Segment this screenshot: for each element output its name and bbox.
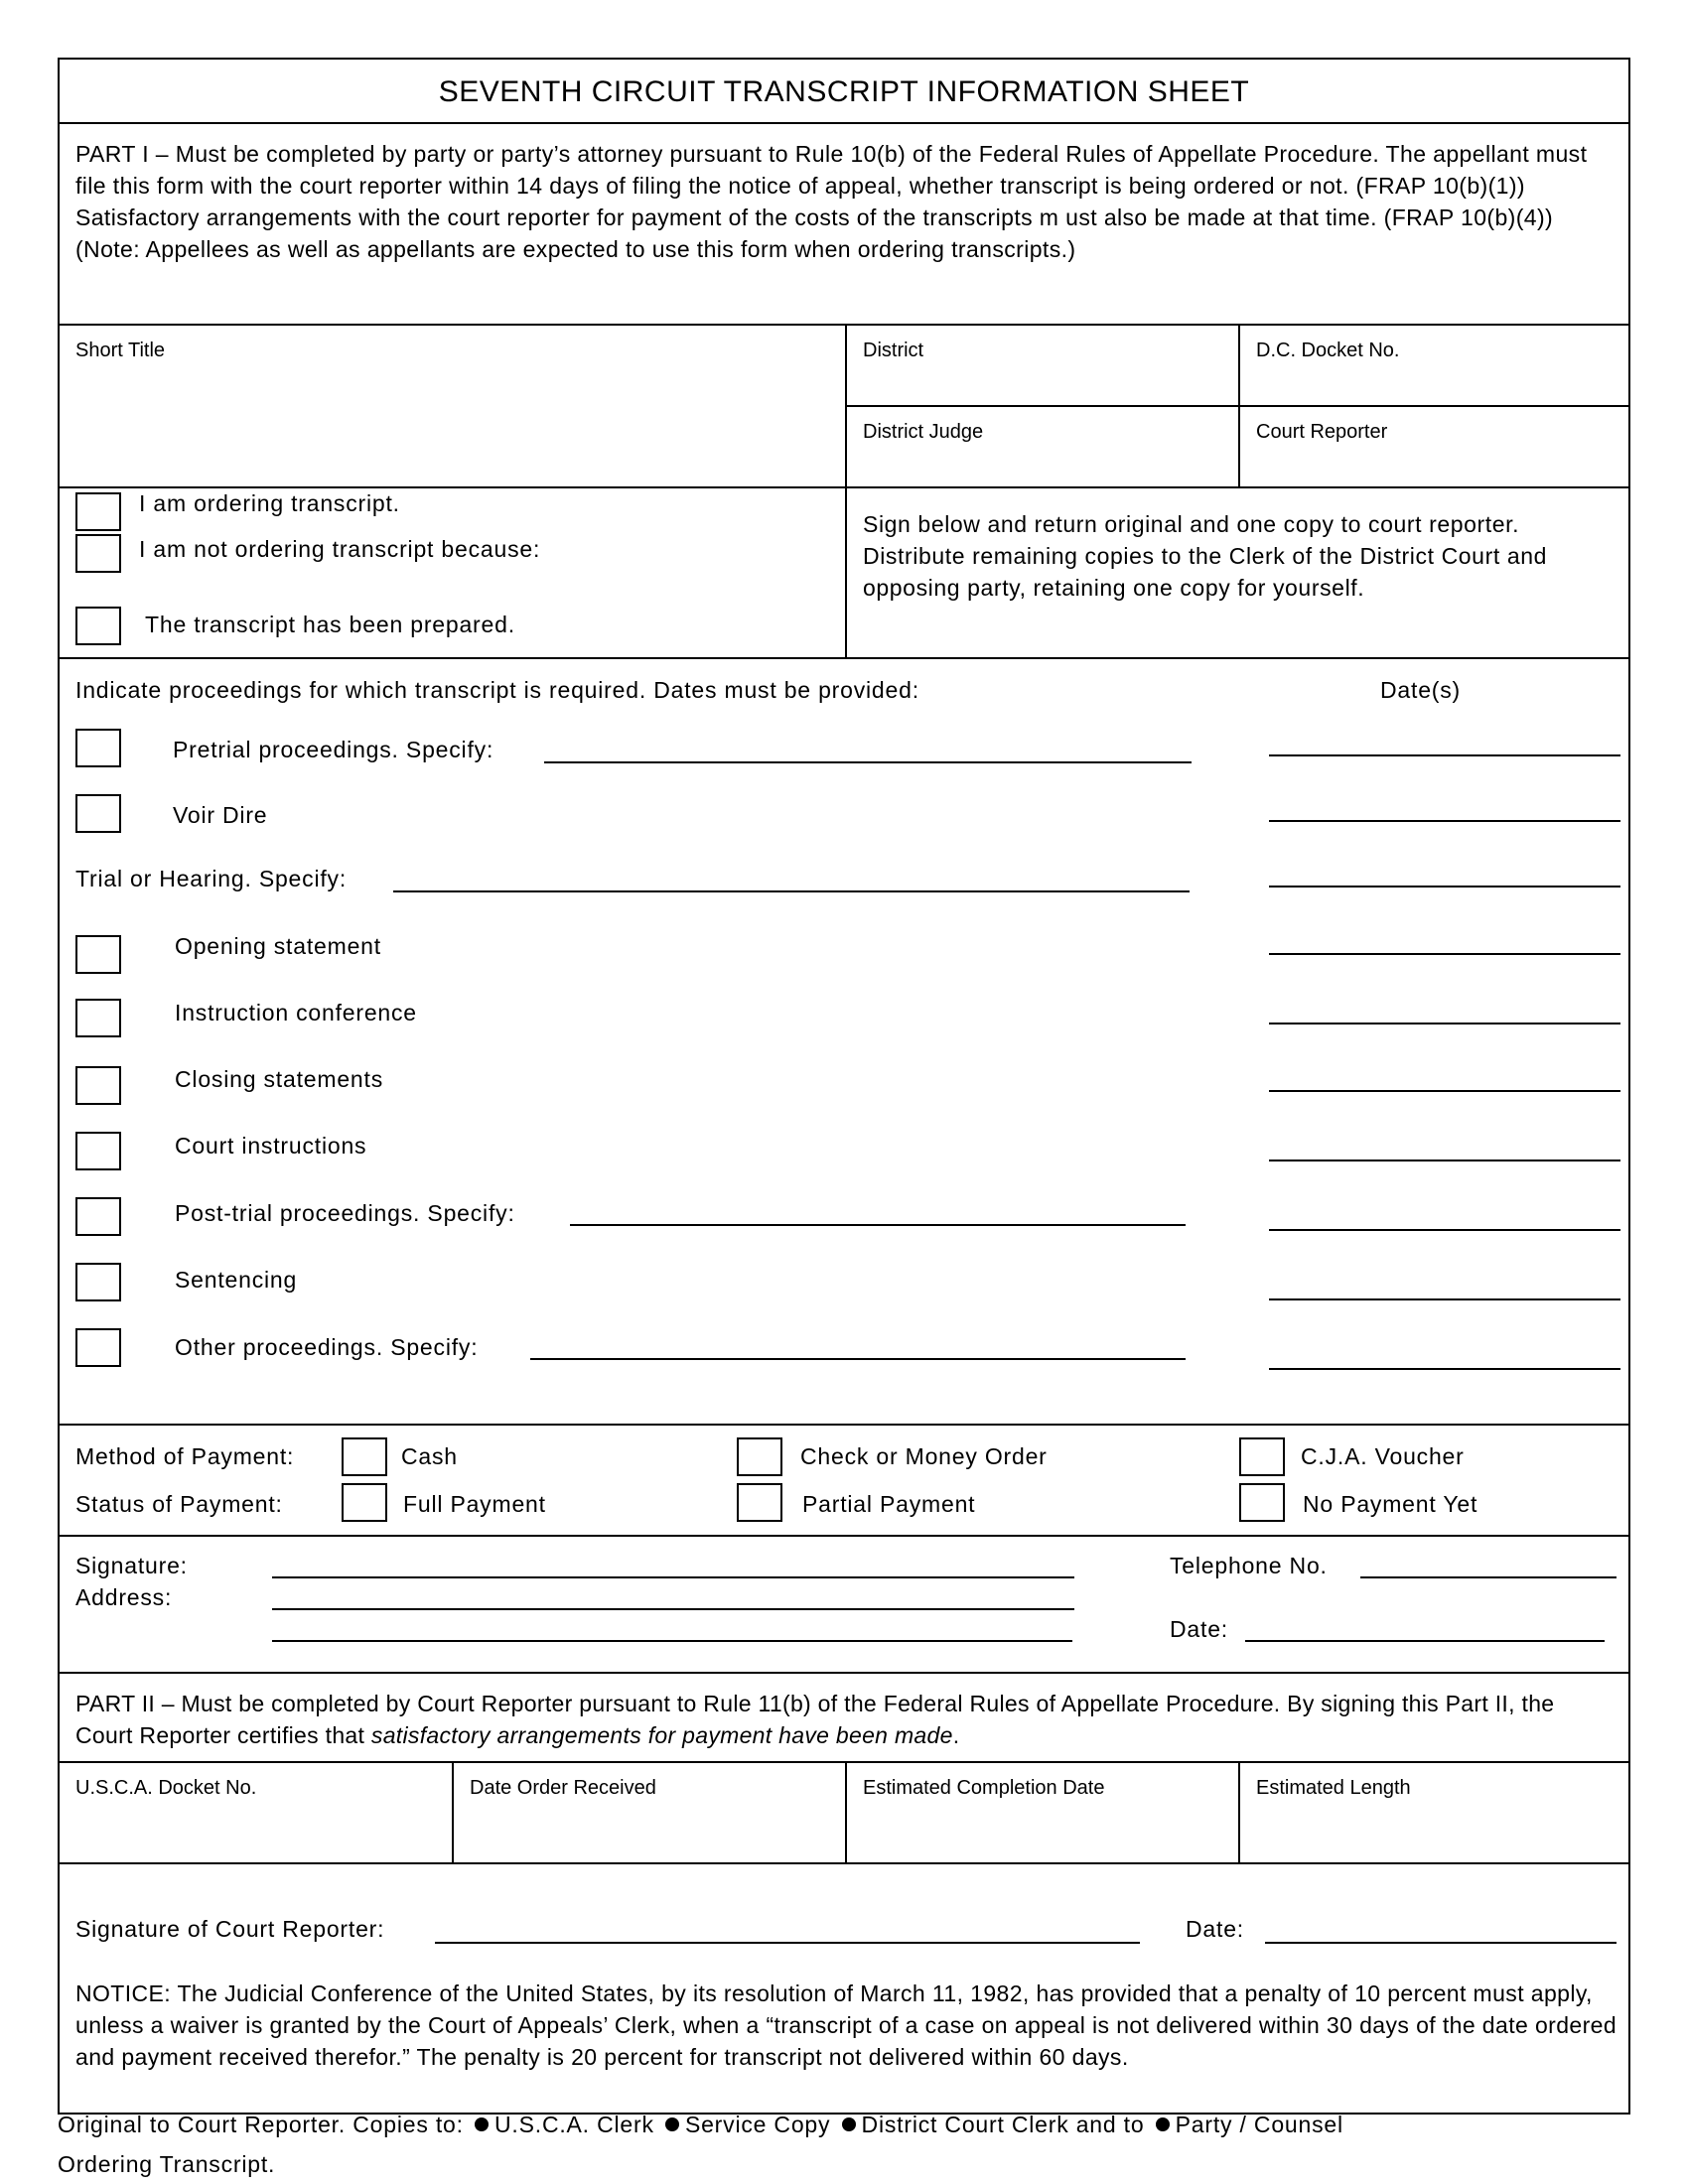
pretrial-label: Pretrial proceedings. Specify:: [173, 737, 494, 762]
usca-docket-label: U.S.C.A. Docket No.: [75, 1777, 257, 1799]
footer-lead: Original to Court Reporter. Copies to:: [58, 2112, 464, 2137]
sentencing-date-line[interactable]: [1269, 1298, 1620, 1300]
signature-date-label: Date:: [1170, 1616, 1228, 1642]
payment-section: [60, 1426, 1628, 1537]
reporter-field[interactable]: [1240, 407, 1630, 486]
address-line-2[interactable]: [272, 1640, 1072, 1642]
court-instructions-checkbox[interactable]: [75, 1132, 121, 1170]
ordering-checkbox[interactable]: [75, 492, 121, 531]
judge-label: District Judge: [863, 421, 984, 443]
opening-checkbox[interactable]: [75, 935, 121, 974]
copy-district-clerk: District Court Clerk and to: [861, 2112, 1145, 2137]
form-title: SEVENTH CIRCUIT TRANSCRIPT INFORMATION SHEET: [60, 60, 1628, 124]
signature-section: [60, 1537, 1628, 1674]
reporter-signature-line[interactable]: [435, 1942, 1140, 1944]
sentencing-checkbox[interactable]: [75, 1263, 121, 1301]
closing-label: Closing statements: [175, 1066, 383, 1092]
district-field[interactable]: [847, 326, 1240, 407]
trial-label: Trial or Hearing. Specify:: [75, 866, 348, 891]
pretrial-date-line[interactable]: [1269, 754, 1620, 756]
other-specify-line[interactable]: [530, 1358, 1186, 1360]
est-length-field[interactable]: [1240, 1763, 1630, 1862]
est-length-label: Estimated Length: [1256, 1777, 1411, 1799]
post-trial-specify-line[interactable]: [570, 1224, 1186, 1226]
distribution-footer: [58, 2105, 1646, 2184]
not-ordering-checkbox[interactable]: [75, 534, 121, 573]
telephone-label: Telephone No.: [1170, 1553, 1328, 1578]
closing-date-line[interactable]: [1269, 1090, 1620, 1092]
prepared-label: The transcript has been prepared.: [145, 612, 515, 637]
bullet-icon: [475, 2117, 489, 2131]
instruction-conference-checkbox[interactable]: [75, 999, 121, 1037]
est-completion-label: Estimated Completion Date: [863, 1777, 1105, 1799]
cash-checkbox[interactable]: [342, 1437, 387, 1476]
instruction-conference-date-line[interactable]: [1269, 1023, 1620, 1024]
part2-instructions: [60, 1674, 1628, 1763]
full-payment-checkbox[interactable]: [342, 1483, 387, 1522]
telephone-line[interactable]: [1360, 1576, 1617, 1578]
signature-date-line[interactable]: [1245, 1640, 1605, 1642]
address-label: Address:: [75, 1584, 173, 1610]
part2-text-b: .: [952, 1722, 960, 1748]
cja-label: C.J.A. Voucher: [1301, 1443, 1465, 1469]
method-of-payment-label: Method of Payment:: [75, 1443, 295, 1469]
dates-header: Date(s): [1380, 677, 1462, 703]
prepared-checkbox[interactable]: [75, 607, 121, 645]
footer-tail: Ordering Transcript.: [58, 2151, 276, 2177]
pretrial-specify-line[interactable]: [544, 761, 1192, 763]
court-instructions-label: Court instructions: [175, 1133, 367, 1159]
other-checkbox[interactable]: [75, 1328, 121, 1367]
copy-party-counsel: Party / Counsel: [1175, 2112, 1343, 2137]
transcript-form: [58, 58, 1630, 2115]
status-of-payment-label: Status of Payment:: [75, 1491, 283, 1517]
partial-payment-checkbox[interactable]: [737, 1483, 782, 1522]
docket-label: D.C. Docket No.: [1256, 340, 1400, 361]
address-line-1[interactable]: [272, 1608, 1074, 1610]
short-title-label: Short Title: [75, 340, 166, 361]
no-payment-label: No Payment Yet: [1303, 1491, 1478, 1517]
penalty-notice: NOTICE: The Judicial Conference of the United States, by its resolution of March 11, 1982, has provided that a penalty of 10 percent must apply, unless a waiver is granted by the Court of Appeals’ Clerk, when a “transcript of a case on appeal is not delivered within 30 days of the date ordered and payment received therefor.” The penalty is 20 percent for transcript not delivered within 60 days.: [75, 1980, 1618, 2070]
other-label: Other proceedings. Specify:: [175, 1334, 479, 1360]
sentencing-label: Sentencing: [175, 1267, 298, 1293]
pretrial-checkbox[interactable]: [75, 729, 121, 767]
trial-specify-line[interactable]: [393, 890, 1190, 892]
reporter-label: Court Reporter: [1256, 421, 1388, 443]
voir-dire-date-line[interactable]: [1269, 820, 1620, 822]
part1-instructions: PART I – Must be completed by party or party’s attorney pursuant to Rule 10(b) of the Federal Rules of Appellate Procedure. The appellant must file this form with the court reporter within 14 days of filing the notice of appeal, whether transcript is being ordered or not. (FRAP 10(b)(1)) Satisfactory arrangements with the court reporter for payment of the costs of the transcripts m ust also be made at that time. (FRAP 10(b)(4)) (Note: Appellees as well as appellants are expected to use this form when ordering transcripts.): [60, 124, 1628, 326]
ordering-section: [60, 488, 1628, 659]
bullet-icon: [665, 2117, 679, 2131]
part2-fields: [60, 1763, 1628, 1864]
proceedings-section: [60, 659, 1628, 1426]
check-checkbox[interactable]: [737, 1437, 782, 1476]
sign-instructions: Sign below and return original and one copy to court reporter. Distribute remaining copies to the Clerk of the District Court and opposing party, retaining one copy for yourself.: [863, 511, 1547, 601]
short-title-field[interactable]: [60, 326, 847, 486]
other-date-line[interactable]: [1269, 1368, 1620, 1370]
no-payment-checkbox[interactable]: [1239, 1483, 1285, 1522]
district-label: District: [863, 340, 924, 361]
trial-date-line[interactable]: [1269, 886, 1620, 887]
bullet-icon: [1156, 2117, 1170, 2131]
full-payment-label: Full Payment: [403, 1491, 546, 1517]
copy-service: Service Copy: [684, 2112, 831, 2137]
copy-usca-clerk: U.S.C.A. Clerk: [494, 2112, 654, 2137]
docket-field[interactable]: [1240, 326, 1630, 407]
instruction-conference-label: Instruction conference: [175, 1000, 417, 1025]
closing-checkbox[interactable]: [75, 1066, 121, 1105]
part2-text-emphasis: satisfactory arrangements for payment have been made: [370, 1722, 953, 1748]
ordering-label: I am ordering transcript.: [139, 490, 400, 516]
signature-line[interactable]: [272, 1576, 1074, 1578]
reporter-signature-label: Signature of Court Reporter:: [75, 1916, 385, 1942]
post-trial-date-line[interactable]: [1269, 1229, 1620, 1231]
cja-checkbox[interactable]: [1239, 1437, 1285, 1476]
post-trial-label: Post-trial proceedings. Specify:: [175, 1200, 515, 1226]
date-received-label: Date Order Received: [470, 1777, 656, 1799]
post-trial-checkbox[interactable]: [75, 1197, 121, 1236]
court-instructions-date-line[interactable]: [1269, 1160, 1620, 1161]
bullet-icon: [842, 2117, 856, 2131]
case-info-section: [60, 326, 1628, 488]
signature-label: Signature:: [75, 1553, 188, 1578]
reporter-date-label: Date:: [1186, 1916, 1244, 1942]
proceedings-header: Indicate proceedings for which transcript is required. Dates must be provided:: [75, 677, 919, 703]
voir-dire-checkbox[interactable]: [75, 794, 121, 833]
ordering-options: [60, 488, 847, 657]
partial-payment-label: Partial Payment: [802, 1491, 976, 1517]
reporter-section: [60, 1864, 1628, 2115]
check-label: Check or Money Order: [800, 1443, 1048, 1469]
est-completion-field[interactable]: [847, 1763, 1240, 1862]
judge-field[interactable]: [847, 407, 1240, 486]
usca-docket-field[interactable]: [60, 1763, 454, 1862]
date-received-field[interactable]: [454, 1763, 847, 1862]
reporter-date-line[interactable]: [1265, 1942, 1617, 1944]
cash-label: Cash: [401, 1443, 458, 1469]
sign-instructions-cell: [847, 488, 1630, 657]
opening-label: Opening statement: [175, 933, 381, 959]
opening-date-line[interactable]: [1269, 953, 1620, 955]
part2-text-a: PART II – Must be completed by Court Reporter pursuant to Rule 11(b) of the Federal Rules of Appellate Procedure. By signing this Part II, the Court Reporter certifies that: [75, 1691, 1555, 1748]
not-ordering-label: I am not ordering transcript because:: [139, 536, 541, 562]
voir-dire-label: Voir Dire: [173, 802, 268, 828]
